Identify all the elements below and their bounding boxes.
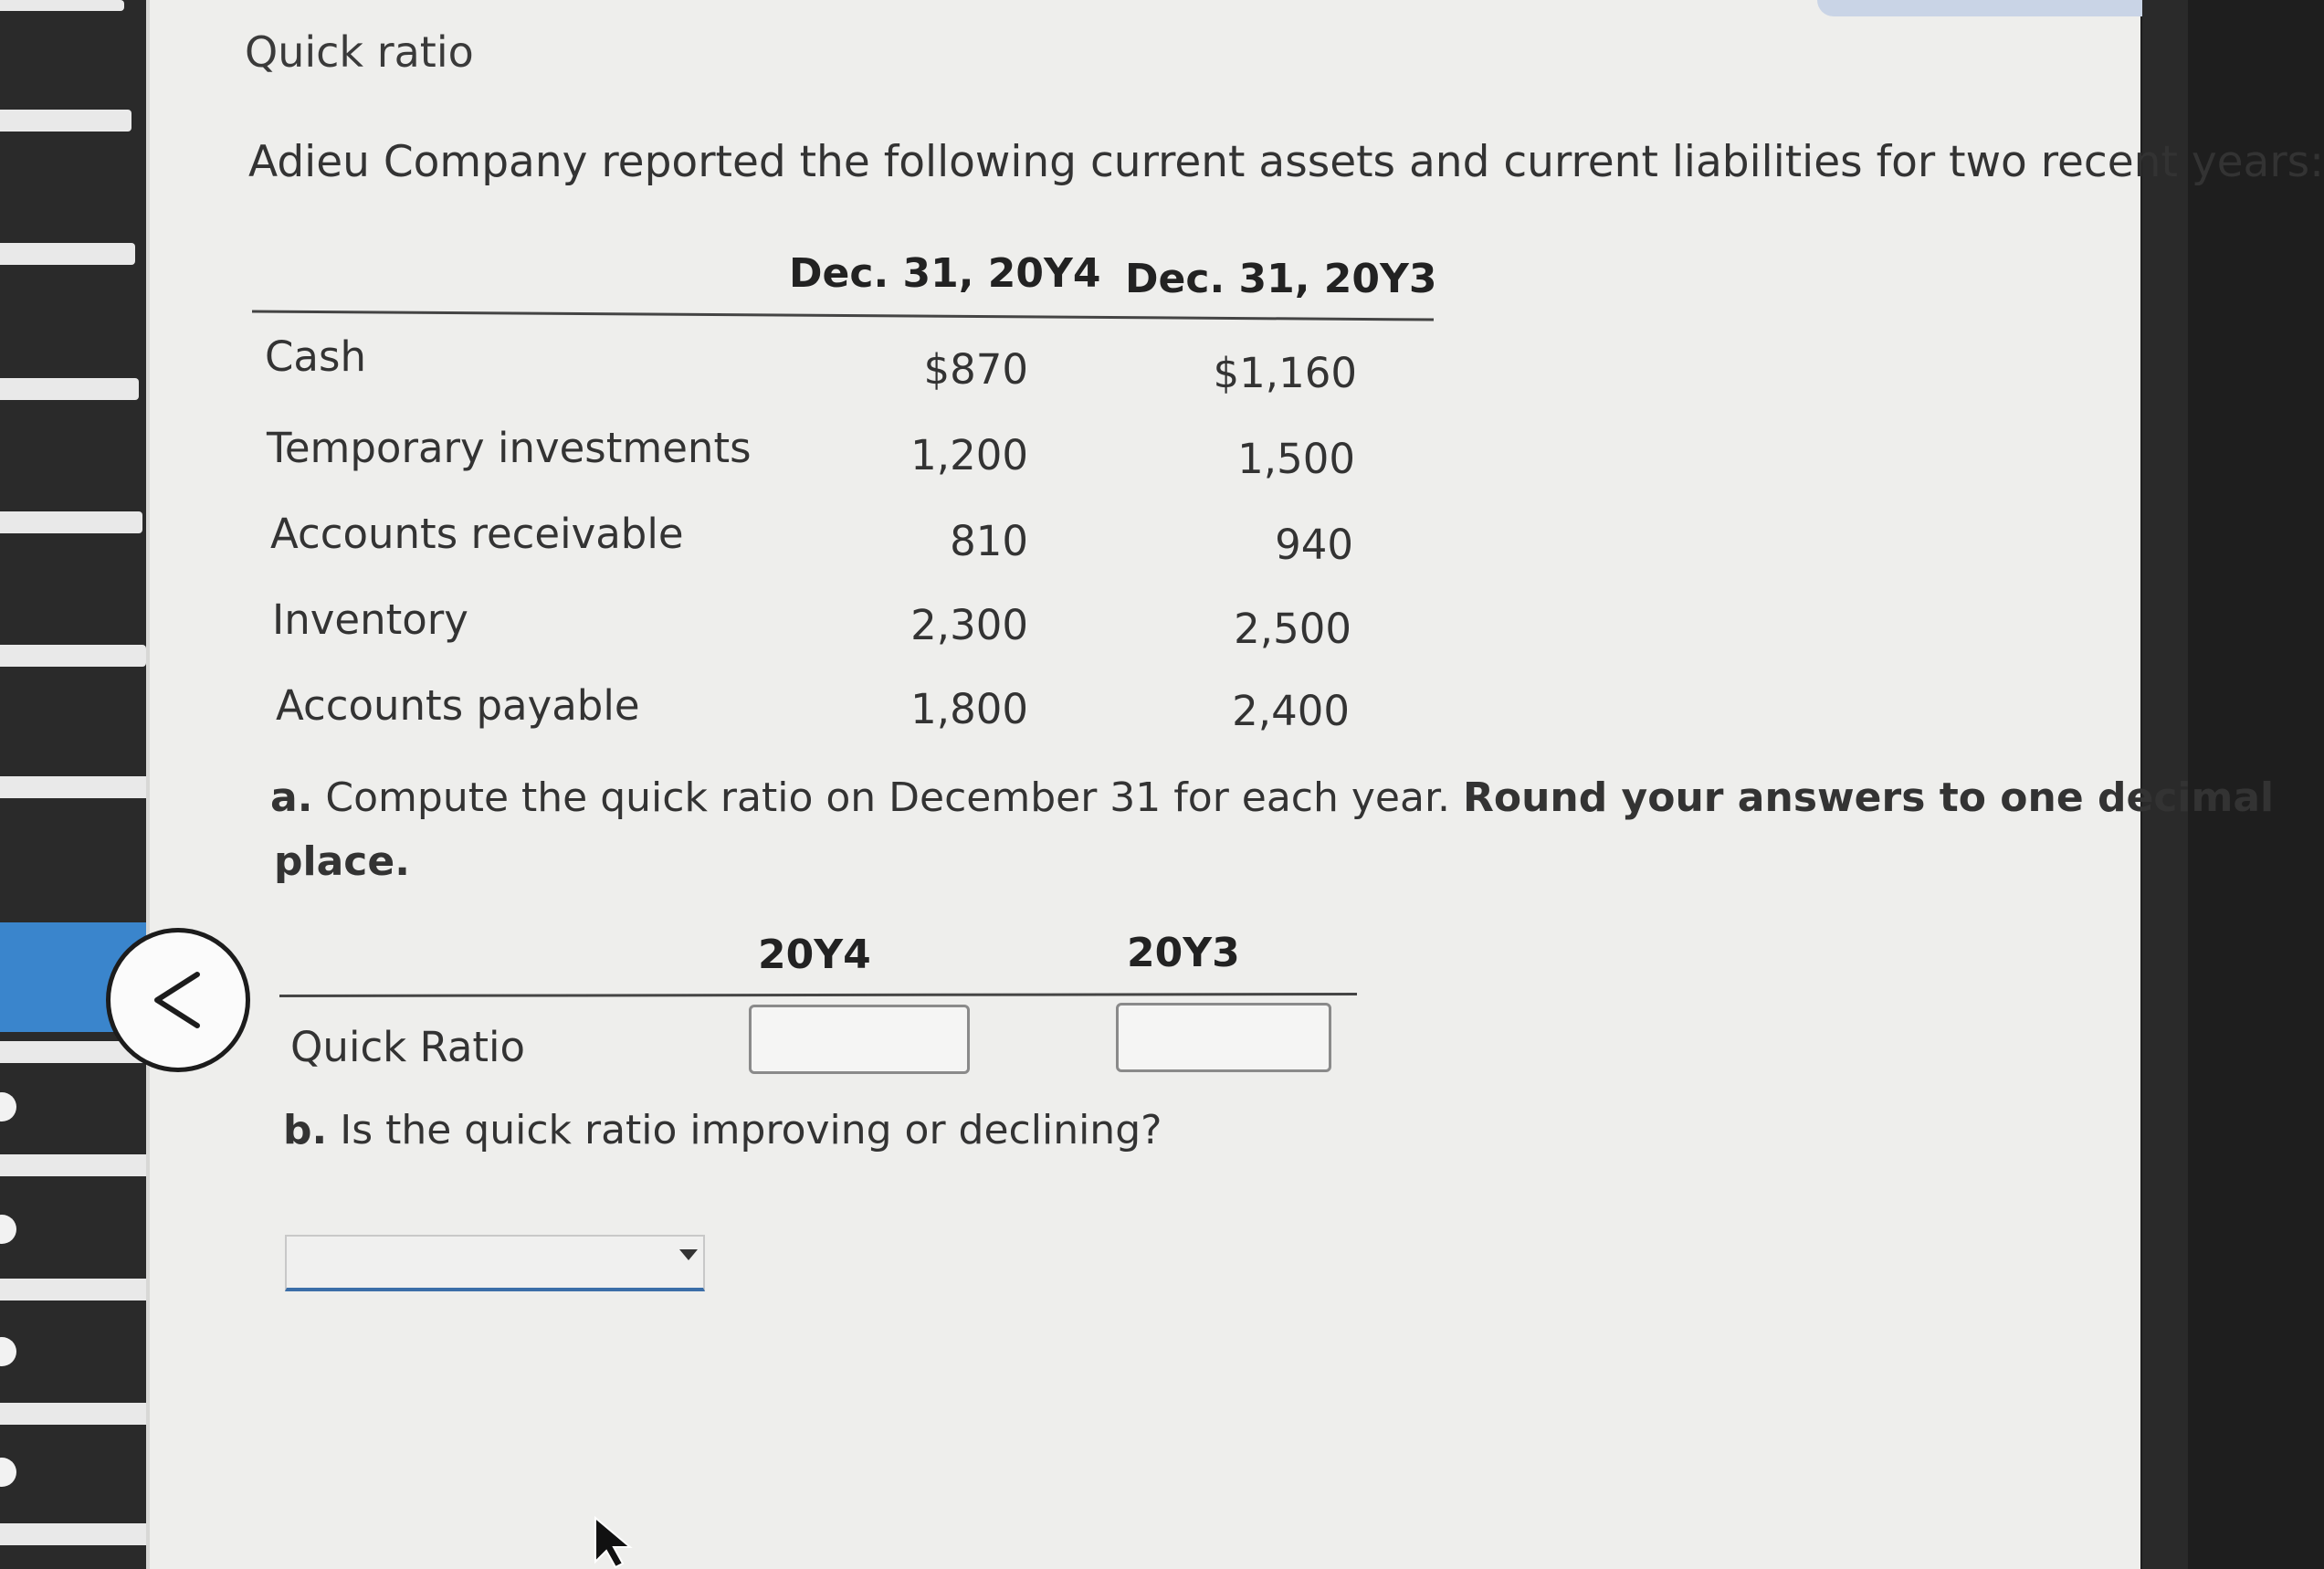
sidebar-dot <box>0 1337 16 1366</box>
cash-20y3: $1,160 <box>1213 349 1357 397</box>
answer-col-header-20y4: 20Y4 <box>758 932 871 978</box>
row-label-accounts-receivable: Accounts receivable <box>270 510 684 558</box>
accounts-payable-20y4: 1,800 <box>910 685 1028 733</box>
col-header-20y4: Dec. 31, 20Y4 <box>789 250 1101 297</box>
row-label-accounts-payable: Accounts payable <box>276 681 640 730</box>
sidebar-stripe <box>0 776 153 798</box>
sidebar-stripe <box>0 0 124 11</box>
accounts-payable-20y3: 2,400 <box>1232 687 1350 735</box>
accounts-receivable-20y4: 810 <box>950 517 1028 565</box>
question-b-text: Is the quick ratio improving or declining? <box>340 1107 1162 1153</box>
accounts-receivable-20y3: 940 <box>1275 521 1353 569</box>
row-label-inventory: Inventory <box>272 595 468 644</box>
question-b-prefix: b. <box>283 1107 328 1153</box>
cash-20y4: $870 <box>923 345 1028 394</box>
sidebar-stripe <box>0 1154 170 1176</box>
chevron-down-icon <box>679 1249 698 1260</box>
question-a <box>270 774 2274 821</box>
sidebar-stripe <box>0 378 139 400</box>
improving-declining-dropdown[interactable] <box>285 1235 705 1291</box>
quick-ratio-20y3-input[interactable] <box>1116 1003 1331 1072</box>
sidebar-stripe <box>0 243 135 265</box>
page-title: Quick ratio <box>245 27 474 77</box>
problem-intro: Adieu Company reported the following current assets and current liabilities for two recent years: <box>248 137 2324 187</box>
back-button[interactable] <box>106 928 250 1072</box>
sidebar-dot <box>0 1215 16 1244</box>
question-a-prefix: a. <box>270 774 313 821</box>
row-label-temporary-investments: Temporary investments <box>267 424 752 472</box>
row-label-cash: Cash <box>265 332 366 381</box>
inventory-20y3: 2,500 <box>1234 605 1351 653</box>
sidebar-dot <box>0 1458 16 1487</box>
question-a-continuation: place. <box>274 838 410 885</box>
temporary-investments-20y4: 1,200 <box>910 431 1028 479</box>
sidebar-dot <box>0 1092 16 1121</box>
quick-ratio-20y4-input[interactable] <box>749 1005 970 1074</box>
mouse-cursor-icon <box>594 1516 639 1569</box>
sidebar-stripe <box>0 511 142 533</box>
col-header-20y3: Dec. 31, 20Y3 <box>1125 256 1437 302</box>
inventory-20y4: 2,300 <box>910 601 1028 649</box>
chevron-left-icon <box>146 964 210 1037</box>
panel-top-edge <box>1817 0 2188 16</box>
quick-ratio-label: Quick Ratio <box>290 1023 526 1071</box>
question-a-text: Compute the quick ratio on December 31 for each year. <box>325 774 1450 821</box>
question-a-rounding: Round your answers to one decimal <box>1462 774 2275 821</box>
answer-col-header-20y3: 20Y3 <box>1127 930 1240 976</box>
sidebar-stripe <box>0 110 131 132</box>
question-b <box>283 1107 1162 1153</box>
sidebar-stripe <box>0 645 146 667</box>
temporary-investments-20y3: 1,500 <box>1237 435 1355 483</box>
